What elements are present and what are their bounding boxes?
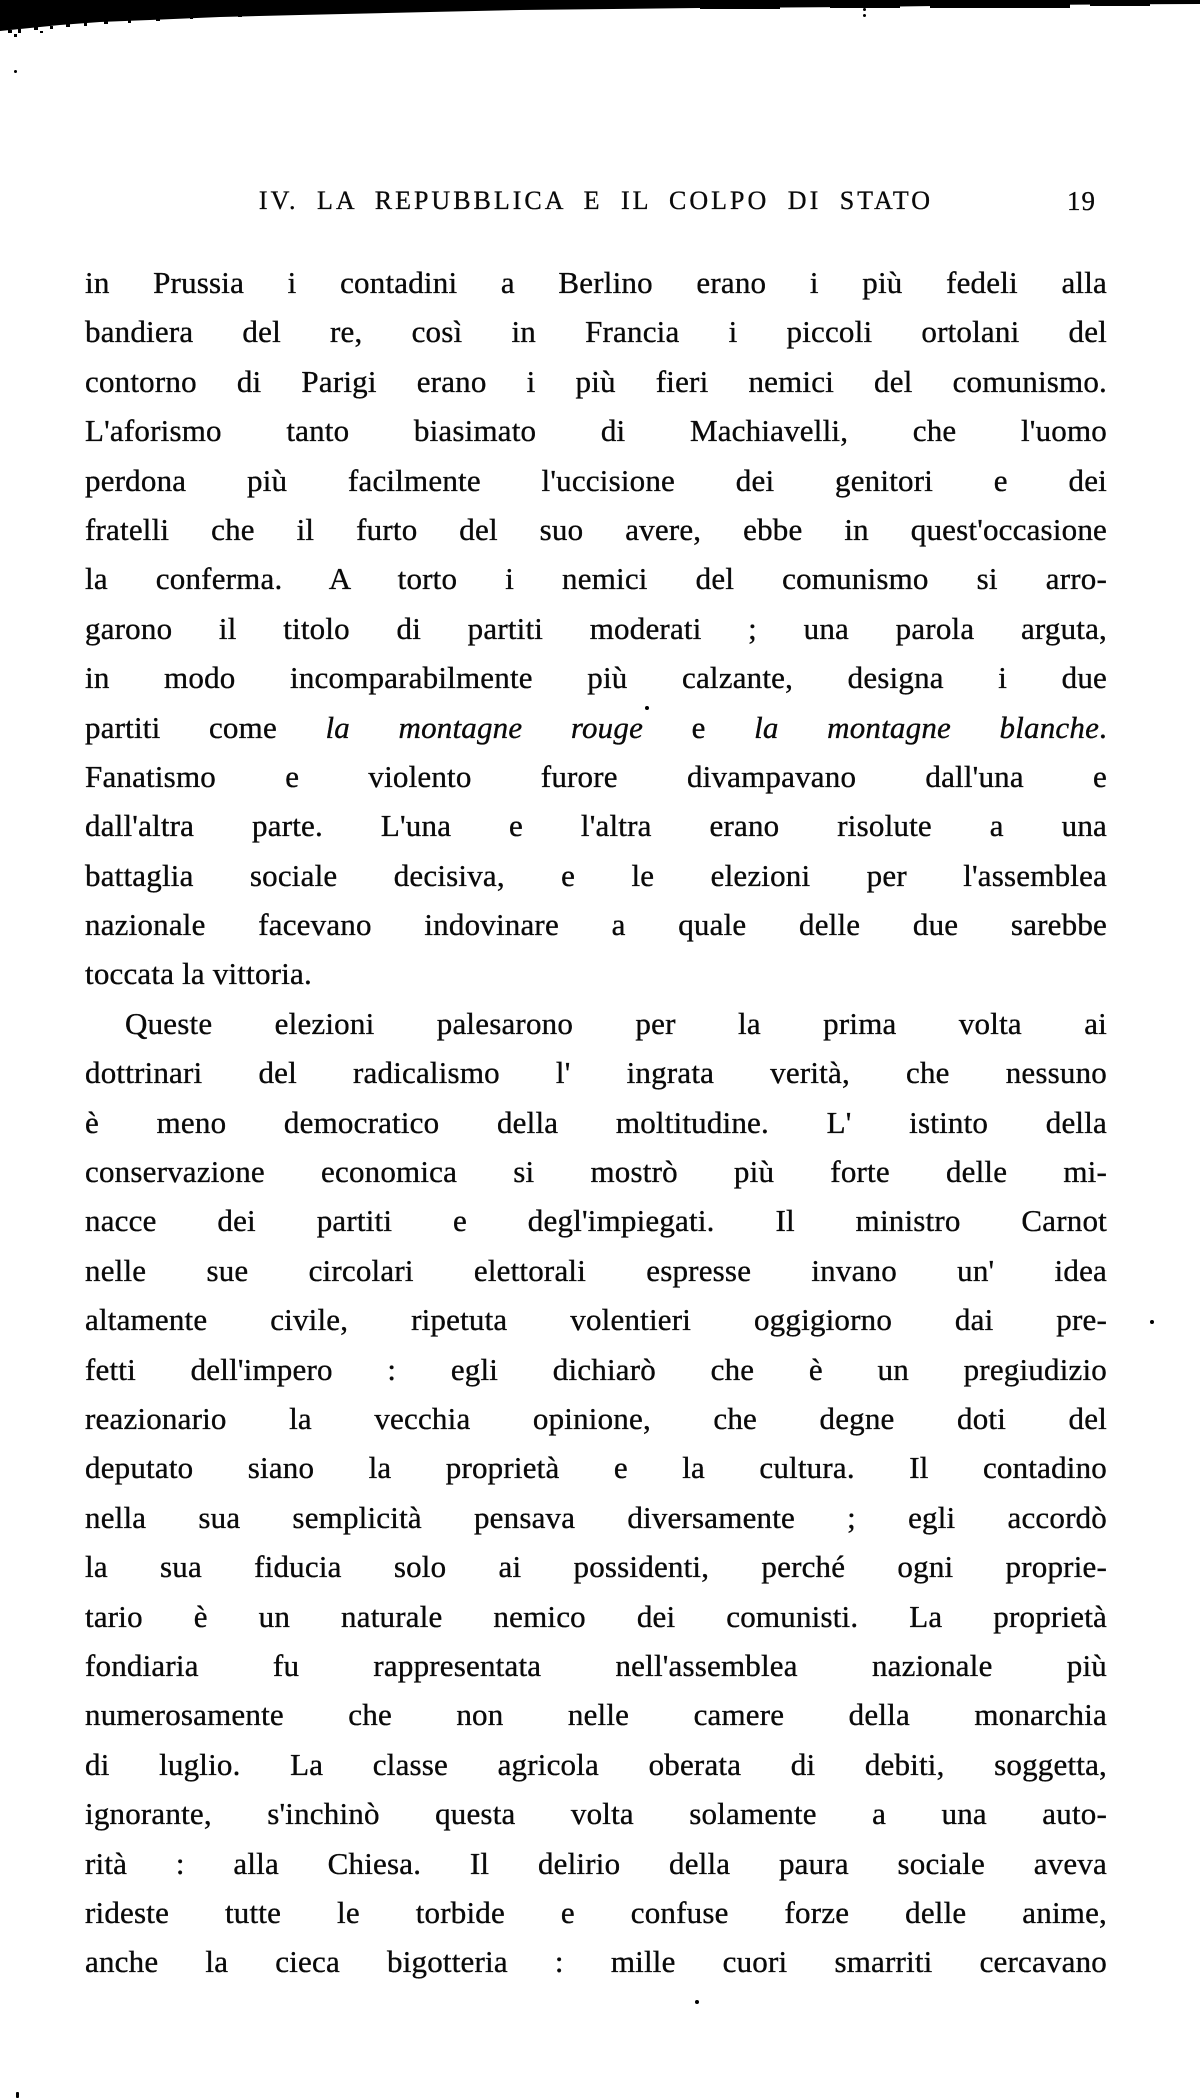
text-line	[85, 999, 1107, 1048]
scan-speck	[863, 14, 866, 17]
text-run: .	[1099, 709, 1107, 745]
chapter-title: IV. LA REPUBBLICA E IL COLPO DI STATO	[258, 186, 934, 215]
scan-speck	[863, 8, 866, 11]
text-line	[85, 851, 1107, 900]
text-run: dall'altra parte. L'una e l'altra erano risolute a una	[85, 808, 1107, 844]
italic-phrase: la montagne rouge	[325, 709, 644, 745]
scan-speck	[16, 2092, 19, 2098]
text-run: la conferma. A torto i nemici del comunismo si arro-	[85, 561, 1107, 597]
text-line	[85, 406, 1107, 455]
text-line	[85, 1740, 1107, 1789]
text-run: perdona più facilmente l'uccisione dei genitori e dei	[85, 462, 1107, 498]
text-run: Queste elezioni palesarono per la prima volta ai	[125, 1005, 1107, 1041]
text-line	[85, 554, 1107, 603]
text-line	[85, 1394, 1107, 1443]
text-line	[85, 258, 1107, 307]
text-run: di luglio. La classe agricola oberata di debiti, soggetta,	[85, 1746, 1107, 1782]
text-run: ignorante, s'inchinò questa volta solamente a una auto-	[85, 1796, 1107, 1832]
text-run: e	[643, 709, 755, 745]
text-line	[85, 1246, 1107, 1295]
scan-speck	[695, 2000, 699, 2004]
scan-binding-artifact	[0, 0, 1200, 40]
text-run: nelle sue circolari elettorali espresse invano un' idea	[85, 1252, 1107, 1288]
text-run: dottrinari del radicalismo l' ingrata verità, che nessuno	[85, 1055, 1107, 1091]
text-line	[85, 1789, 1107, 1838]
text-run: in Prussia i contadini a Berlino erano i più fedeli alla	[85, 265, 1107, 300]
text-run: partiti come	[85, 709, 326, 745]
text-line	[85, 900, 1107, 949]
text-line	[85, 801, 1107, 850]
text-run: tario è un naturale nemico dei comunisti. La proprietà	[85, 1598, 1107, 1634]
text-run: rità : alla Chiesa. Il delirio della paura sociale aveva	[85, 1845, 1107, 1881]
text-run: fondiaria fu rappresentata nell'assemblea nazionale più	[85, 1647, 1107, 1683]
text-line	[85, 653, 1107, 702]
page-number: 19	[1067, 186, 1096, 216]
text-run: rideste tutte le torbide e confuse forze delle anime,	[85, 1894, 1107, 1930]
text-run: nacce dei partiti e degl'impiegati. Il ministro Carnot	[85, 1203, 1107, 1239]
text-line	[85, 1443, 1107, 1492]
text-line	[85, 307, 1107, 356]
text-run: battaglia sociale decisiva, e le elezioni per l'assemblea	[85, 857, 1107, 893]
text-run: è meno democratico della moltitudine. L' istinto della	[85, 1104, 1107, 1140]
text-line	[85, 1196, 1107, 1245]
text-line	[85, 357, 1107, 406]
text-run: conservazione economica si mostrò più forte delle mi-	[85, 1154, 1107, 1190]
text-line	[85, 1098, 1107, 1147]
text-line	[85, 1295, 1107, 1344]
text-line	[85, 1048, 1107, 1097]
text-run: nella sua semplicità pensava diversamente ; egli accordò	[85, 1499, 1107, 1535]
text-line	[85, 1888, 1107, 1937]
text-run: anche la cieca bigotteria : mille cuori smarriti cercavano	[85, 1944, 1107, 1980]
italic-phrase: la montagne blanche	[754, 709, 1100, 745]
text-line	[85, 752, 1107, 801]
text-line	[85, 1839, 1107, 1888]
scan-speck	[1150, 1320, 1154, 1324]
text-line	[85, 1937, 1107, 1986]
text-run: altamente civile, ripetuta volentieri oggigiorno dai pre-	[85, 1302, 1107, 1338]
text-line	[85, 1147, 1107, 1196]
text-run: la sua fiducia solo ai possidenti, perché ogni proprie-	[85, 1549, 1107, 1585]
text-run: contorno di Parigi erano i più fieri nemici del comunismo.	[85, 363, 1107, 399]
text-run: bandiera del re, così in Francia i piccoli ortolani del	[85, 314, 1107, 350]
text-run: in modo incomparabilmente più calzante, designa i due	[85, 660, 1107, 696]
text-line	[85, 1493, 1107, 1542]
scan-speck	[645, 706, 649, 710]
text-run: Fanatismo e violento furore divampavano dall'una e	[85, 758, 1107, 794]
text-run: toccata la vittoria.	[85, 956, 312, 992]
text-line	[85, 505, 1107, 554]
text-run: reazionario la vecchia opinione, che degne doti del	[85, 1400, 1107, 1436]
text-line	[85, 949, 1107, 998]
page-body	[85, 258, 1107, 1987]
text-line	[85, 1690, 1107, 1739]
text-line	[85, 1345, 1107, 1394]
text-run: numerosamente che non nelle camere della monarchia	[85, 1697, 1107, 1733]
text-run: fetti dell'impero : egli dichiarò che è un pregiudizio	[85, 1351, 1107, 1387]
text-line	[85, 1542, 1107, 1591]
text-run: nazionale facevano indovinare a quale delle due sarebbe	[85, 907, 1107, 943]
text-line	[85, 1641, 1107, 1690]
text-line	[85, 604, 1107, 653]
text-run: garono il titolo di partiti moderati ; una parola arguta,	[85, 610, 1107, 646]
text-run: deputato siano la proprietà e la cultura. Il contadino	[85, 1450, 1107, 1486]
text-run: fratelli che il furto del suo avere, ebbe in quest'occasione	[85, 511, 1107, 547]
text-line	[85, 703, 1107, 752]
text-line	[85, 1592, 1107, 1641]
text-run: L'aforismo tanto biasimato di Machiavelli, che l'uomo	[85, 413, 1107, 449]
scan-speck	[14, 70, 17, 73]
text-line	[85, 456, 1107, 505]
